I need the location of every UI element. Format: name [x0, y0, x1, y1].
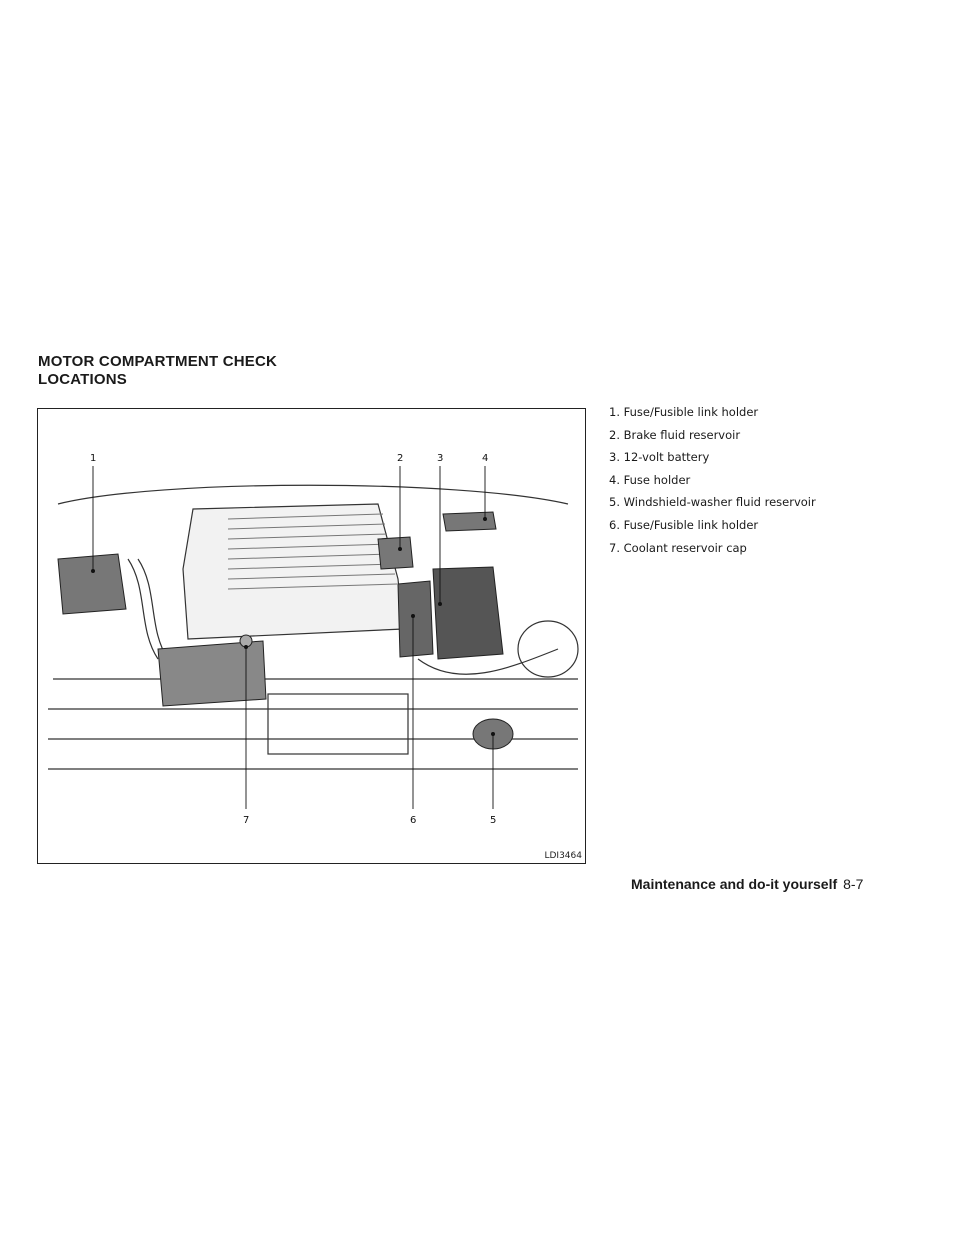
- engine-diagram: [38, 409, 585, 863]
- component-legend: [609, 404, 816, 562]
- radiator-cover: [268, 694, 408, 754]
- fuse-link-holder-1: [58, 554, 126, 614]
- callout-1: 1: [90, 453, 97, 464]
- legend-item: 3. 12-volt battery: [609, 450, 710, 465]
- coolant-cover: [158, 641, 266, 706]
- page-number: 8-7: [843, 876, 864, 892]
- callout-2: 2: [397, 453, 404, 464]
- legend-item: 1. Fuse/Fusible link holder: [609, 405, 759, 419]
- fuse-holder: [443, 512, 496, 531]
- page-footer: [631, 876, 863, 892]
- callout-6: 6: [410, 815, 417, 826]
- section-title-line-2: LOCATIONS: [38, 371, 128, 388]
- legend-item: 4. Fuse holder: [609, 472, 691, 487]
- legend-item: 5. Windshield-washer fluid reservoir: [609, 495, 816, 510]
- reservoir-ring: [518, 621, 578, 677]
- legend-item: 6. Fuse/Fusible link holder: [609, 517, 759, 532]
- callout-5: 5: [490, 815, 497, 826]
- callout-4: 4: [482, 453, 489, 464]
- section-title: [38, 353, 277, 389]
- motor-compartment-illustration: [37, 408, 586, 864]
- legend-item: 2. Brake fluid reservoir: [609, 427, 741, 442]
- legend-item: 7. Coolant reservoir cap: [609, 540, 747, 555]
- figure-code: LDI3464: [544, 851, 582, 861]
- section-title-line-1: MOTOR COMPARTMENT CHECK: [38, 353, 278, 370]
- fuse-link-holder-6: [398, 581, 433, 657]
- brake-fluid-reservoir: [378, 537, 413, 569]
- callout-7: 7: [243, 815, 250, 826]
- footer-section: Maintenance and do-it yourself: [631, 876, 838, 892]
- callout-3: 3: [437, 453, 444, 464]
- battery: [433, 567, 503, 659]
- hood-line: [58, 485, 568, 504]
